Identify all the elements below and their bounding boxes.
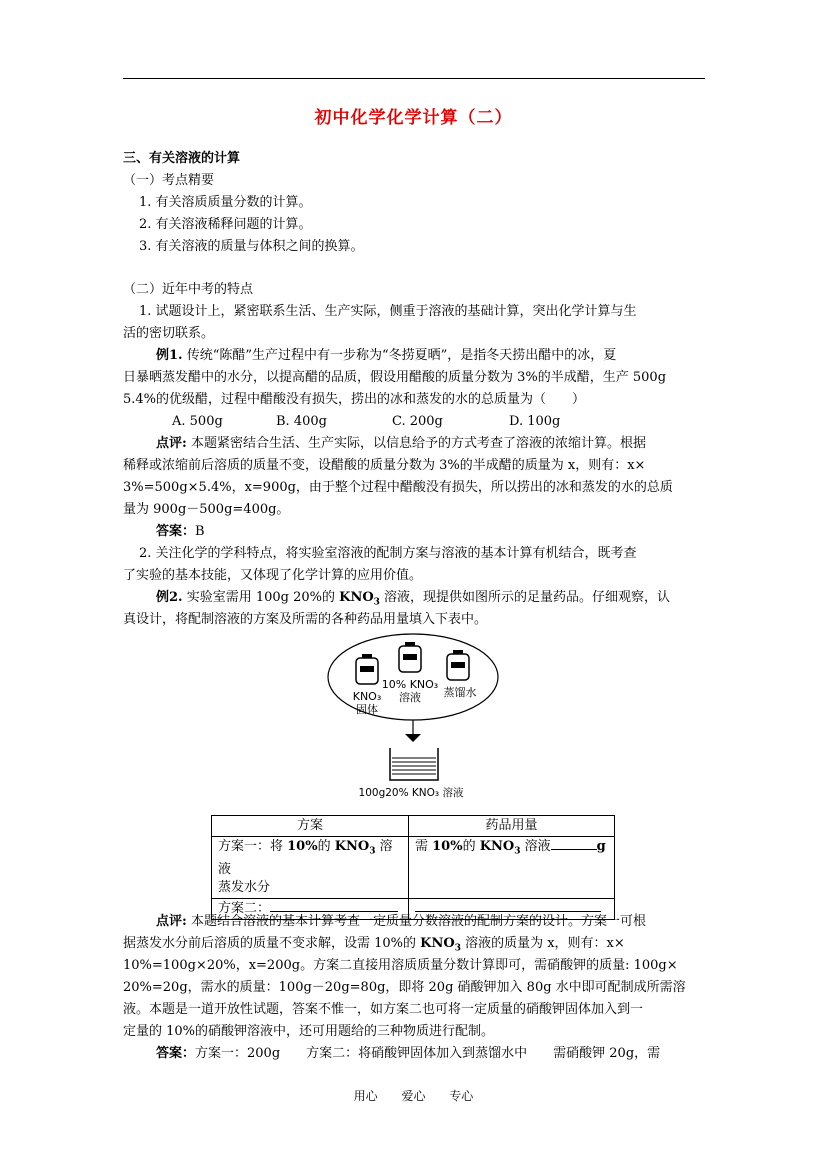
comment-2-line-1 [156, 913, 646, 931]
bottle-2-label-2: 溶液 [399, 691, 421, 704]
option-b: B. 400g [276, 414, 327, 429]
plan-1-text-c: 的 [317, 839, 335, 854]
amount-1-blank[interactable] [551, 849, 597, 850]
comment-1-label: 点评: [156, 436, 187, 451]
kno3-subscript: 3 [373, 597, 380, 608]
comment-2-line-4: 20%=20g，需水的质量：100g－20g=80g，即将 20g 硝酸钾加入 80g 水中即可配制成所需溶 [123, 980, 686, 995]
amount-2-blank[interactable] [415, 911, 601, 912]
amount-1-formula-subscript: 3 [514, 846, 521, 857]
bottle-3-label: 蒸馏水 [443, 686, 477, 699]
comment-1-line-1 [156, 435, 646, 453]
comment-2-formula: KNO [420, 936, 455, 951]
kno3-formula: KNO [339, 590, 374, 605]
bottle-1-label-2: 固体 [356, 703, 378, 716]
reagent-figure [325, 630, 501, 806]
example-2-line-2: 真设计，将配制溶液的方案及所需的各种药品用量填入下表中。 [123, 612, 488, 627]
example-2-text-a: 实验室需用 100g 20%的 [182, 590, 340, 605]
section-heading: 三、有关溶液的计算 [123, 151, 241, 166]
option-c: C. 200g [392, 414, 443, 429]
bottle-1-label-1: KNO₃ [352, 690, 382, 703]
beaker-label: 100g20% KNO₃ 溶液 [358, 787, 464, 799]
example-1-text: 传统“陈醋”生产过程中有一步称为“冬捞夏晒”，是指冬天捞出醋中的冰，夏 [182, 348, 617, 363]
subheading-1: （一）考点精要 [123, 173, 215, 188]
answer-2-label: 答案： [156, 1046, 196, 1061]
page-footer: 用心 爱心 专心 [353, 1089, 474, 1103]
point-1: 1. 有关溶质质量分数的计算。 [139, 195, 312, 210]
answer-1 [156, 523, 205, 541]
amount-1-text-a: 需 [415, 839, 433, 854]
feature-2-line-2: 了实验的基本技能，又体现了化学计算的应用价值。 [123, 568, 423, 583]
plan-table [211, 815, 615, 920]
feature-1-line-1: 1. 试题设计上，紧密联系生活、生产实际，侧重于溶液的基础计算，突出化学计算与生 [139, 304, 637, 319]
example-1-line-2: 日暴晒蒸发醋中的水分，以提高醋的品质，假设用醋酸的质量分数为 3%的半成醋，生产 500g [123, 370, 667, 385]
example-1-line-1 [156, 347, 616, 365]
feature-2-line-1: 2. 关注化学的学科特点，将实验室溶液的配制方案与溶液的基本计算有机结合，既考查 [139, 546, 637, 561]
subheading-2: （二）近年中考的特点 [123, 282, 254, 297]
comment-2-text-a: 据蒸发水分前后溶质的质量不变求解，设需 10%的 [123, 936, 421, 951]
kno3-solid-bottle [356, 654, 378, 684]
comment-1-line-4: 量为 900g－500g=400g。 [123, 502, 290, 517]
option-a: A. 500g [172, 414, 223, 429]
beaker [390, 748, 438, 780]
amount-1-formula: KNO [479, 839, 515, 854]
comment-2-line-2 [123, 935, 625, 958]
plan-2-blank[interactable] [270, 911, 398, 912]
comment-2-line-3: 10%=100g×20%，x=200g。方案二直接用溶质质量分数计算即可，需硝酸钾的质量: 100g× [123, 958, 678, 973]
plan-1-amount-cell [409, 837, 615, 899]
amount-1-text-c: 的 [462, 839, 480, 854]
distilled-water-bottle [447, 650, 469, 680]
comment-2-formula-subscript: 3 [454, 943, 461, 954]
header-rule [123, 78, 705, 79]
kno3-solution-bottle [399, 642, 421, 672]
feature-1-line-2: 活的密切联系。 [123, 326, 215, 341]
plan-1-text-a: 方案一：将 [218, 839, 288, 854]
example-1-label: 例1. [156, 348, 183, 363]
example-2-text-b: 溶液，现提供如图所示的足量药品。仔细观察，认 [379, 590, 671, 605]
comment-2-line-5: 液。本题是一道开放性试题，答案不惟一，如方案二也可将一定质量的硝酸钾固体加入到一 [123, 1002, 644, 1017]
point-2: 2. 有关溶液稀释问题的计算。 [139, 217, 312, 232]
comment-1-text: 本题紧密结合生活、生产实际，以信息给予的方式考查了溶液的浓缩计算。根据 [186, 436, 646, 451]
option-d: D. 100g [509, 414, 561, 429]
answer-2-text: 方案一：200g 方案二：将硝酸钾固体加入到蒸馏水中 需硝酸钾 20g，需 [195, 1046, 661, 1061]
comment-1-line-3: 3%=500g×5.4%，x=900g，由于整个过程中醋酸没有损失，所以捞出的冰和蒸发的水的总质 [123, 480, 673, 495]
comment-2-line-6: 定量的 10%的硝酸钾溶液中，还可用题给的三种物质进行配制。 [123, 1024, 495, 1039]
plan-1-cell [212, 837, 409, 899]
comment-2-label: 点评: [156, 914, 187, 929]
plan-1-text-e: 蒸发水分 [218, 879, 271, 895]
point-3: 3. 有关溶液的质量与体积之间的换算。 [139, 239, 364, 254]
example-2-label: 例2. [156, 590, 183, 605]
comment-2-text-b: 溶液的质量为 x，则有：x× [460, 936, 625, 951]
answer-2 [156, 1045, 660, 1063]
bottle-2-label-1: 10% KNO₃ [381, 678, 439, 691]
comment-1-line-2: 稀释或浓缩前后溶质的质量不变，设醋酸的质量分数为 3%的半成醋的质量为 x，则有：x× [123, 458, 646, 473]
example-1-line-3: 5.4%的优级醋，过程中醋酸没有损失，捞出的冰和蒸发的水的总质量为（ ） [123, 392, 586, 407]
comment-2-text: 本题结合溶液的基本计算考查一定质量分数溶液的配制方案的设计。方案一可根 [186, 914, 646, 929]
table-header-plan: 方案 [212, 816, 409, 837]
plan-1-text-d: 溶液 [218, 839, 393, 877]
amount-1-text-d: 溶液 [520, 839, 551, 854]
plan-1-formula: KNO [334, 839, 370, 854]
amount-1-unit: g [596, 839, 606, 854]
page-title: 初中化学化学计算（二） [314, 108, 513, 128]
example-2-line-1 [156, 589, 670, 612]
table-header-amount: 药品用量 [409, 816, 615, 837]
plan-1-percent: 10% [287, 839, 318, 854]
plan-1-formula-subscript: 3 [369, 846, 376, 857]
plan-2-label: 方案二： [218, 900, 271, 916]
amount-1-percent: 10% [432, 839, 463, 854]
answer-1-label: 答案： [156, 524, 196, 539]
answer-1-value: B [195, 524, 205, 539]
